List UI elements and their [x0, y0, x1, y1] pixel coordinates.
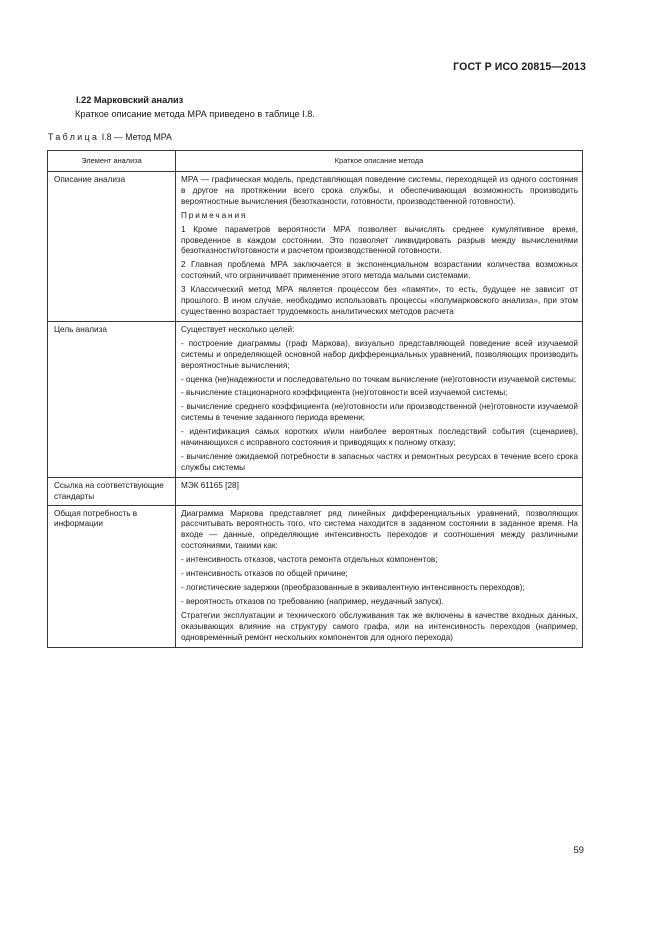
list-item: - интенсивность отказов по общей причине; [181, 569, 348, 579]
section-intro: Краткое описание метода МРА приведено в таблице I.8. [75, 109, 315, 119]
note-paragraph: 1 Кроме параметров вероятности МРА позволяет вычислять среднее кумулятивное время, проведенное в каждом состоянии. Это позволяет ликвидировать разрыв между вычислениями безотказности/готовности и расчетом производственной готовности. [181, 224, 578, 256]
table-header-row [48, 151, 583, 172]
table-row [48, 505, 583, 647]
description-paragraph: Диаграмма Маркова представляет ряд линейных дифференциальных уравнений, позволяющих рассчитывать вероятность того, что система находится в заданном состоянии в заданное время. На входе — данные, определяющие интенсивность переходов и соотношения между различными состояниями, такими как: [181, 508, 578, 551]
list-item: - логистические задержки (преобразованные в эквивалентную интенсивность переходов); [181, 583, 525, 592]
row-label: Ссылка на соответствующие стандарты [48, 477, 176, 505]
note-paragraph: 3 Классический метод МРА является процессом без «памяти», то есть, будущее не зависит от прошлого. В ином случае, необходимо использовать процессы «полумарковского анализа», при этом существенно возрастает трудоемкость аналитических методов расчета [181, 285, 578, 316]
table-row [48, 477, 583, 505]
row-description [176, 505, 583, 647]
list-item: - оценка (не)надежности и последовательно по точкам вычисление (не)готовности изучаемой системы; [181, 374, 577, 384]
row-label: Описание анализа [48, 172, 176, 322]
table-row [48, 321, 583, 477]
page-number: 59 [573, 845, 584, 856]
note-paragraph: 2 Главная проблема МРА заключается в экспоненциальном возрастании количества возможных состояний, что ограничивает применение этого метода малыми системами. [181, 260, 578, 281]
description-paragraph: МЭК 61165 [28] [181, 480, 239, 490]
table-caption-title: I.8 — Метод МРА [99, 132, 172, 142]
table-caption [48, 132, 172, 142]
description-paragraph: МРА — графическая модель, представляющая поведение системы, переходящей из одного состояния в другое на протяжении всего срока службы, и обеспечивающая возможность производить вероятностные вычисления (безотказности, готовности, производственной готовности). [181, 175, 578, 206]
row-label: Цель анализа [48, 321, 176, 477]
table-row [48, 172, 583, 322]
list-item: - построение диаграммы (граф Маркова), визуально представляющей поведение всей изучаемой системы и определяющей основной набор дифференциальных уравнений, позволяющих производить вероятностные вычисления; [181, 338, 578, 370]
row-description [176, 172, 583, 322]
list-item: - вычисление среднего коэффициента (не)готовности или производственной (не)готовности изучаемой системы в течение заданного периода времени; [181, 402, 578, 423]
col-header-element: Элемент анализа [48, 151, 176, 172]
section-heading: I.22 Марковский анализ [76, 95, 184, 105]
table-caption-prefix: Таблица [48, 132, 100, 142]
col-header-description: Краткое описание метода [176, 151, 583, 172]
row-label: Общая потребность в информации [48, 505, 176, 647]
row-description [176, 321, 583, 477]
list-item: - идентификация самых коротких и/или наиболее вероятных последствий события (сценариев), начинающихся с исправного состояния и приводящих к полному отказу; [181, 427, 578, 448]
method-table [47, 150, 583, 648]
list-item: - интенсивность отказов, частота ремонта отдельных компонентов; [181, 555, 438, 565]
list-item: - вычисление стационарного коэффициента (не)готовности всей изучаемой системы; [181, 388, 508, 398]
description-paragraph: Стратегии эксплуатации и технического обслуживания так же включены в качестве входных данных, оказывающих влияние на структуру самого графа, или на интенсивность переходов (например, одновременный ремонт нескольких компонентов для одного перехода) [181, 610, 578, 642]
standard-designation: ГОСТ Р ИСО 20815—2013 [453, 61, 586, 73]
notes-heading: Примечания [181, 210, 248, 220]
list-item: - вероятность отказов по требованию (например, неудачный запуск). [181, 596, 444, 606]
description-paragraph: Существует несколько целей: [181, 324, 295, 334]
row-description [176, 477, 583, 505]
list-item: - вычисление ожидаемой потребности в запасных частях и ремонтных ресурсах в течение всего срока службы системы [181, 451, 578, 472]
